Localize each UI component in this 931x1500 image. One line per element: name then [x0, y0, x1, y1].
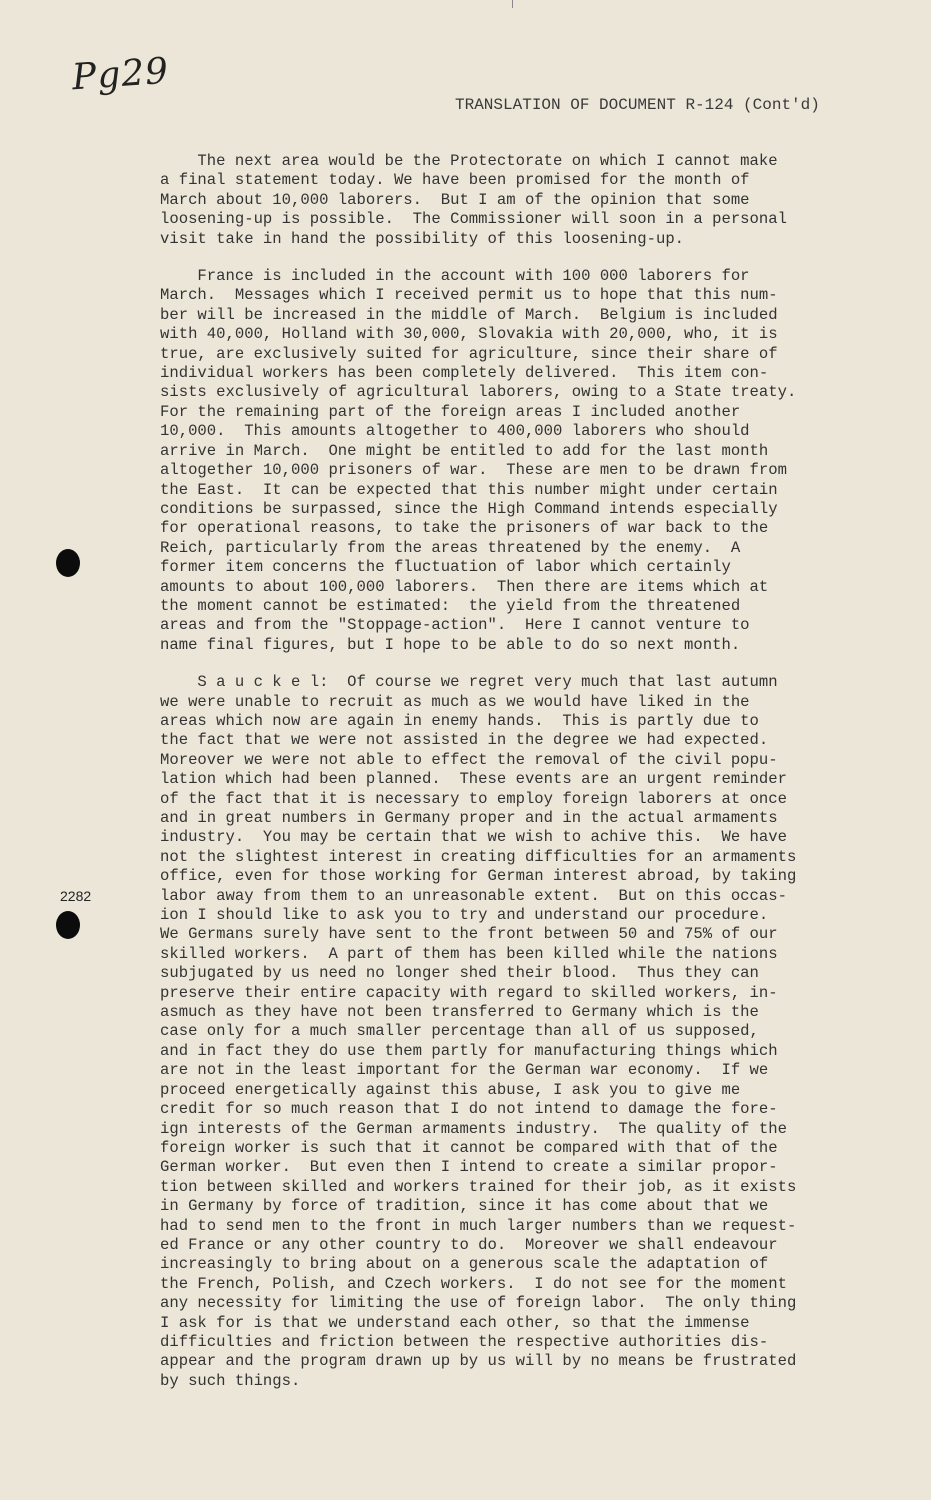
document-header: TRANSLATION OF DOCUMENT R-124 (Cont'd)	[455, 96, 820, 114]
top-mark	[512, 0, 513, 8]
text-line: amounts to about 100,000 laborers. Then there are items which at	[160, 577, 769, 596]
text-line: We Germans surely have sent to the front between 50 and 75% of our	[160, 925, 778, 944]
text-line: foreign worker is such that it cannot be compared with that of the	[160, 1138, 778, 1157]
text-line: sists exclusively of agricultural laborers, owing to a State treaty.	[160, 383, 797, 402]
text-line: ion I should like to ask you to try and understand our procedure.	[160, 906, 769, 925]
text-line: tion between skilled and workers trained for their job, as it exists	[160, 1177, 797, 1196]
text-line: any necessity for limiting the use of foreign labor. The only thing	[160, 1294, 797, 1313]
text-line: for operational reasons, to take the prisoners of war back to the	[160, 519, 769, 538]
text-line: areas which now are again in enemy hands. This is partly due to	[160, 711, 759, 730]
text-line: March about 10,000 laborers. But I am of the opinion that some	[160, 190, 750, 209]
text-line: of the fact that it is necessary to employ foreign laborers at once	[160, 789, 787, 808]
text-line: the East. It can be expected that this number might under certain	[160, 480, 778, 499]
text-line: labor away from them to an unreasonable extent. But on this occas-	[160, 886, 787, 905]
punch-hole	[56, 549, 80, 577]
text-line: ed France or any other country to do. Moreover we shall endeavour	[160, 1235, 778, 1254]
text-line: The next area would be the Protectorate on which I cannot make	[160, 152, 778, 170]
text-line: ber will be increased in the middle of March. Belgium is included	[160, 305, 778, 324]
text-line: are not in the least important for the German war economy. If we	[160, 1061, 769, 1080]
text-line: subjugated by us need no longer shed their blood. Thus they can	[160, 964, 759, 983]
text-line: proceed energetically against this abuse, I ask you to give me	[160, 1080, 741, 1099]
text-line: former item concerns the fluctuation of labor which certainly	[160, 558, 731, 577]
document-body	[160, 152, 830, 1409]
text-line: German worker. But even then I intend to create a similar propor-	[160, 1158, 778, 1177]
text-line: Moreover we were not able to effect the removal of the civil popu-	[160, 750, 778, 769]
text-line: March. Messages which I received permit us to hope that this num-	[160, 286, 778, 305]
text-line: true, are exclusively suited for agriculture, since their share of	[160, 344, 778, 363]
text-line: individual workers has been completely delivered. This item con-	[160, 364, 769, 383]
text-line: and in great numbers in Germany proper and in the actual armaments	[160, 809, 778, 827]
text-line: case only for a much smaller percentage than all of us supposed,	[160, 1022, 759, 1041]
text-line: altogether 10,000 prisoners of war. These are men to be drawn from	[160, 461, 787, 480]
text-line: conditions be surpassed, since the High Command intends especially	[160, 499, 778, 518]
text-line: the fact that we were not assisted in the degree we had expected.	[160, 731, 769, 750]
text-line: loosening-up is possible. The Commissioner will soon in a personal	[160, 210, 787, 229]
text-line: we were unable to recruit as much as we would have liked in the	[160, 692, 750, 711]
text-line: credit for so much reason that I do not intend to damage the fore-	[160, 1100, 778, 1119]
margin-number: 2282	[60, 888, 92, 904]
text-line: For the remaining part of the foreign areas I included another	[160, 402, 741, 421]
text-line: industry. You may be certain that we wish to achive this. We have	[160, 828, 787, 847]
text-line: name final figures, but I hope to be able to do so next month.	[160, 635, 741, 654]
text-line: difficulties and friction between the respective authorities dis-	[160, 1332, 769, 1351]
text-line: skilled workers. A part of them has been killed while the nations	[160, 944, 778, 963]
text-line: not the slightest interest in creating difficulties for an armaments	[160, 847, 797, 866]
paragraph	[160, 152, 830, 249]
text-line: arrive in March. One might be entitled to add for the last month	[160, 441, 769, 460]
text-line: a final statement today. We have been promised for the month of	[160, 171, 750, 190]
text-line: S a u c k e l: Of course we regret very much that last autumn	[160, 673, 778, 692]
text-line: with 40,000, Holland with 30,000, Slovakia with 20,000, who, it is	[160, 325, 778, 344]
text-line: the French, Polish, and Czech workers. I do not see for the moment	[160, 1274, 787, 1293]
punch-hole	[56, 911, 80, 939]
handwritten-page-number: Pg29	[70, 50, 171, 99]
text-line: office, even for those working for German interest abroad, by taking	[160, 867, 797, 886]
text-line: in Germany by force of tradition, since it has come about that we	[160, 1197, 769, 1216]
paragraph	[160, 673, 830, 1391]
text-line: preserve their entire capacity with regard to skilled workers, in-	[160, 983, 778, 1002]
text-line: ign interests of the German armaments industry. The quality of the	[160, 1119, 787, 1138]
text-line: lation which had been planned. These events are an urgent reminder	[160, 770, 787, 789]
text-line: increasingly to bring about on a generous scale the adaptation of	[160, 1255, 769, 1274]
text-line: I ask for is that we understand each other, so that the immense	[160, 1313, 750, 1332]
text-line: France is included in the account with 100 000 laborers for	[160, 267, 750, 286]
text-line: visit take in hand the possibility of this loosening-up.	[160, 229, 685, 248]
text-line: and in fact they do use them partly for manufacturing things which	[160, 1041, 778, 1060]
text-line: by such things.	[160, 1371, 301, 1390]
text-line: 10,000. This amounts altogether to 400,000 laborers who should	[160, 422, 750, 441]
text-line: areas and from the "Stoppage-action". Here I cannot venture to	[160, 616, 750, 635]
text-line: the moment cannot be estimated: the yield from the threatened	[160, 596, 741, 615]
paragraph	[160, 267, 830, 655]
text-line: had to send men to the front in much larger numbers than we request-	[160, 1216, 797, 1235]
text-line: asmuch as they have not been transferred to Germany which is the	[160, 1003, 759, 1022]
text-line: appear and the program drawn up by us will by no means be frustrated	[160, 1352, 797, 1371]
text-line: Reich, particularly from the areas threatened by the enemy. A	[160, 538, 741, 557]
